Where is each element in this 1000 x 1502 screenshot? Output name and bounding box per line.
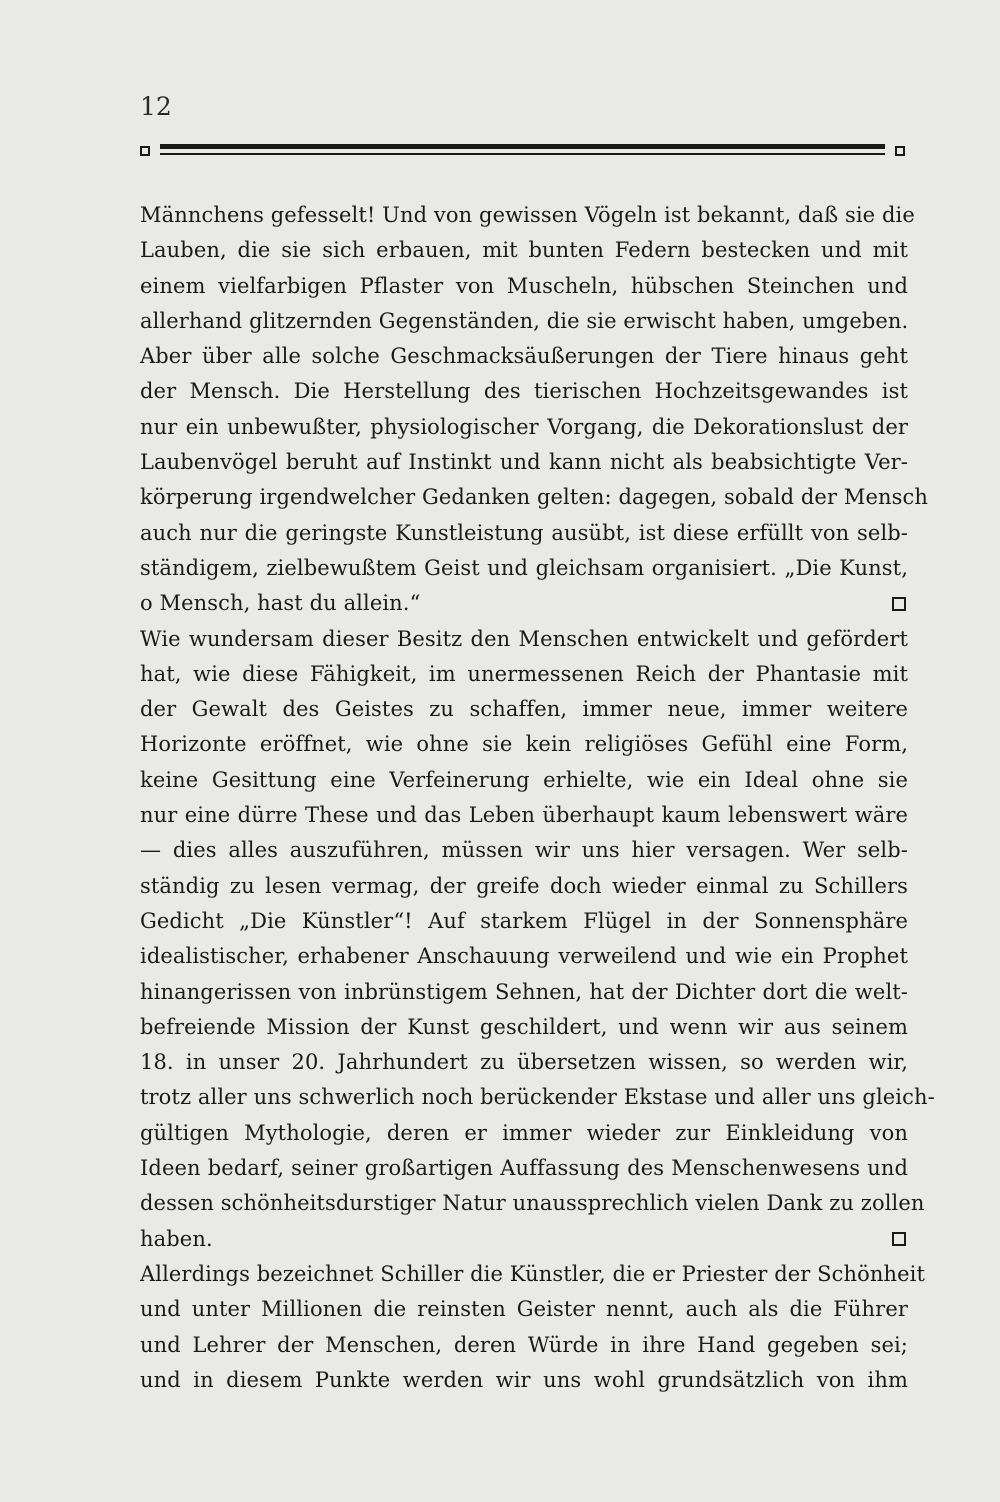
text-line: der Mensch. Die Herstellung des tierischen Hochzeitsgewandes ist <box>140 379 908 404</box>
paragraph-end-square-icon <box>892 597 906 611</box>
double-rule <box>160 144 885 158</box>
text-line: — dies alles auszuführen, müssen wir uns hier versagen. Wer selb- <box>140 838 908 863</box>
text-line: auch nur die geringste Kunstleistung ausübt, ist diese erfüllt von selb- <box>140 520 908 545</box>
text-line: ständig zu lesen vermag, der greife doch wieder einmal zu Schillers <box>140 873 908 898</box>
text-line: o Mensch, hast du allein.“ <box>140 591 421 616</box>
text-line: Gedicht „Die Künstler“! Auf starkem Flügel in der Sonnensphäre <box>140 908 908 933</box>
text-line: haben. <box>140 1226 213 1251</box>
ornament-square-left <box>140 146 150 156</box>
text-line: keine Gesittung eine Verfeinerung erhielte, wie ein Ideal ohne sie <box>140 767 908 792</box>
paragraph-end-square-icon <box>892 1232 906 1246</box>
text-line: 18. in unser 20. Jahrhundert zu übersetzen wissen, so werden wir, <box>140 1050 908 1075</box>
text-line: hat, wie diese Fähigkeit, im unermessenen Reich der Phantasie mit <box>140 661 908 686</box>
text-line: ständigem, zielbewußtem Geist und gleichsam organisiert. „Die Kunst, <box>140 555 908 580</box>
text-line: hinangerissen von inbrünstigem Sehnen, hat der Dichter dort die welt- <box>140 979 908 1004</box>
ornament-square-right <box>895 146 905 156</box>
text-line: Laubenvögel beruht auf Instinkt und kann nicht als beabsichtigte Ver- <box>140 450 908 475</box>
paragraph-end-line <box>140 586 908 621</box>
text-line: Lauben, die sie sich erbauen, mit bunten Federn bestecken und mit <box>140 238 908 263</box>
text-line: nur eine dürre These und das Leben überhaupt kaum lebenswert wäre <box>140 803 908 828</box>
text-line: Allerdings bezeichnet Schiller die Künstler, die er Priester der Schönheit <box>140 1261 926 1286</box>
text-line: Wie wundersam dieser Besitz den Menschen entwickelt und gefördert <box>140 626 908 651</box>
text-line: Männchens gefesselt! Und von gewissen Vögeln ist bekannt, daß sie die <box>140 203 915 227</box>
text-line: Horizonte eröffnet, wie ohne sie kein religiöses Gefühl eine Form, <box>140 732 908 757</box>
text-line: und in diesem Punkte werden wir uns wohl grundsätzlich von ihm <box>140 1367 908 1392</box>
text-line: trotz aller uns schwerlich noch berückender Ekstase und aller uns gleich- <box>140 1085 935 1110</box>
text-line: Aber über alle solche Geschmacksäußerungen der Tiere hinaus geht <box>140 344 908 369</box>
text-line: befreiende Mission der Kunst geschildert, und wenn wir aus seinem <box>140 1014 908 1039</box>
text-line: einem vielfarbigen Pflaster von Muscheln, hübschen Steinchen und <box>140 273 908 298</box>
text-line: und Lehrer der Menschen, deren Würde in ihre Hand gegeben sei; <box>140 1332 908 1357</box>
header-rule-ornament <box>140 142 905 162</box>
page-number: 12 <box>140 92 172 121</box>
text-line: Ideen bedarf, seiner großartigen Auffassung des Menschenwesens und <box>140 1156 908 1181</box>
paragraph-end-line <box>140 1222 908 1257</box>
text-line: und unter Millionen die reinsten Geister nennt, auch als die Führer <box>140 1297 908 1322</box>
text-line: nur ein unbewußter, physiologischer Vorgang, die Dekorationslust der <box>140 414 908 439</box>
text-line: der Gewalt des Geistes zu schaffen, immer neue, immer weitere <box>140 697 908 722</box>
text-line: allerhand glitzernden Gegenständen, die sie erwischt haben, umgeben. <box>140 308 909 333</box>
body-text <box>140 198 935 1398</box>
text-line: dessen schönheitsdurstiger Natur unaussprechlich vielen Dank zu zollen <box>140 1191 925 1216</box>
text-line: idealistischer, erhabener Anschauung verweilend und wie ein Prophet <box>140 944 908 969</box>
text-line: körperung irgendwelcher Gedanken gelten: dagegen, sobald der Mensch <box>140 485 928 510</box>
text-line: gültigen Mythologie, deren er immer wieder zur Einkleidung von <box>140 1120 908 1145</box>
